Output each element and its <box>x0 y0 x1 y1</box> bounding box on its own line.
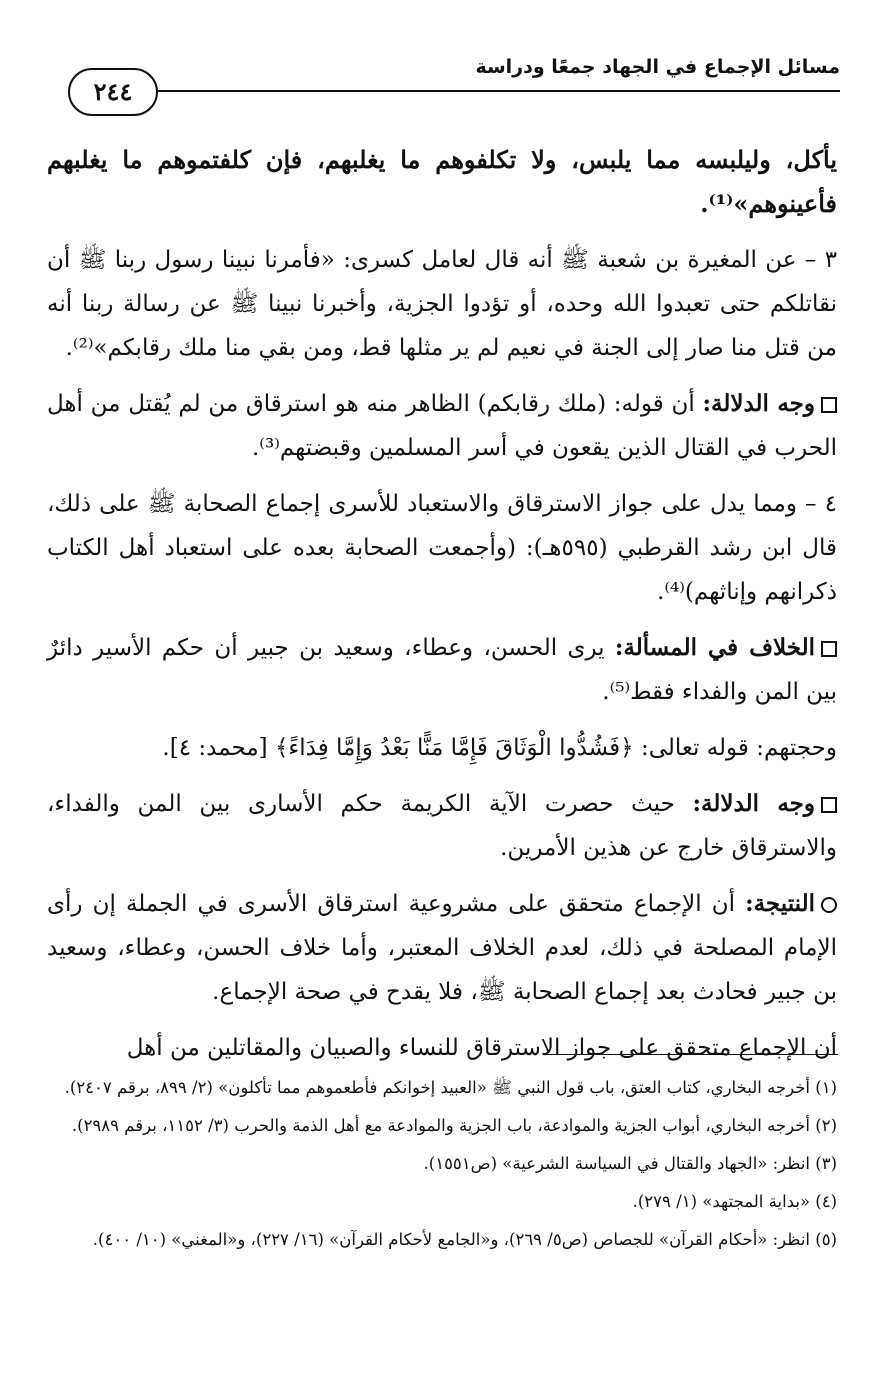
paragraph-dalala-1 <box>47 382 837 470</box>
paragraph-continued: أن الإجماع متحقق على جواز الاسترقاق للنساء والصبيان والمقاتلين من أهل <box>126 1035 837 1061</box>
square-bullet-icon <box>821 797 837 813</box>
page-header <box>68 50 840 110</box>
paragraph-ijma-sahaba: ٤ – ومما يدل على جواز الاسترقاق والاستعباد للأسرى إجماع الصحابة ﷺ على ذلك، قال ابن رشد القرطبي (٥٩٥هـ): (وأجمعت الصحابة بعده على استعباد أهل الكتاب ذكرانهم وإناثهم)⁽⁴⁾. <box>47 491 837 605</box>
label-khilaf: الخلاف في المسألة: <box>614 634 816 661</box>
square-bullet-icon <box>821 397 837 413</box>
footnote-separator <box>544 1054 838 1055</box>
natija-text: أن الإجماع متحقق على مشروعية استرقاق الأسرى في الجملة إن رأى الإمام المصلحة في ذلك، لعدم الخلاف المعتبر، وأما خلاف الحسن، وعطاء، وسعيد بن جبير فحادث بعد إجماع الصحابة ﷺ، فلا يقدح في صحة الإجماع. <box>47 891 837 1005</box>
dalala-2-text: حيث حصرت الآية الكريمة حكم الأسارى بين المن والفداء، والاسترقاق خارج عن هذين الأمرين. <box>47 791 837 861</box>
footnote-5: (٥) انظر: «أحكام القرآن» للجصاص (ص٥/ ٢٦٩)، و«الجامع لأحكام القرآن» (١٦/ ٢٢٧)، و«المغني» (١٠/ ٤٠٠). <box>92 1230 837 1249</box>
main-text <box>47 138 837 1082</box>
square-bullet-icon <box>821 641 837 657</box>
page-number: ٢٤٤ <box>68 68 158 116</box>
label-wajh-dalala-2: وجه الدلالة: <box>692 790 816 817</box>
paragraph-khilaf <box>47 626 837 714</box>
running-title: مسائل الإجماع في الجهاد جمعًا ودراسة <box>475 56 840 78</box>
footnote-4: (٤) «بداية المجتهد» (١/ ٢٧٩). <box>632 1192 837 1211</box>
header-rule <box>130 90 840 92</box>
paragraph-mughira: ٣ – عن المغيرة بن شعبة ﷺ أنه قال لعامل كسرى: «فأمرنا نبينا رسول ربنا ﷺ أن نقاتلكم حتى تعبدوا الله وحده، أو تؤدوا الجزية، وأخبرنا نبينا ﷺ عن رسالة ربنا أنه من قتل منا صار إلى الجنة في نعيم لم ير مثلها قط، ومن بقي منا ملك رقابكم»⁽²⁾. <box>47 247 837 361</box>
footnote-1: (١) أخرجه البخاري، كتاب العتق، باب قول النبي ﷺ «العبيد إخوانكم فأطعموهم مما تأكلون» (٢/ ٨٩٩، برقم ٢٤٠٧). <box>64 1078 837 1097</box>
paragraph-dalala-2 <box>47 782 837 870</box>
footnotes <box>47 1072 837 1262</box>
paragraph-hadith-end: يأكل، وليلبسه مما يلبس، ولا تكلفوهم ما يغلبهم، فإن كلفتموهم ما يغلبهم فأعينوهم»⁽¹⁾. <box>47 145 837 218</box>
paragraph-hujja: وحجتهم: قوله تعالى: ﴿فَشُدُّوا الْوَثَاقَ فَإِمَّا مَنًّا بَعْدُ وَإِمَّا فِدَاءً﴾ [محمد: ٤]. <box>162 735 837 761</box>
khilaf-text: يرى الحسن، وعطاء، وسعيد بن جبير أن حكم الأسير دائرٌ بين المن والفداء فقط⁽⁵⁾. <box>47 635 837 705</box>
label-wajh-dalala: وجه الدلالة: <box>702 390 815 417</box>
circle-bullet-icon <box>821 897 837 913</box>
footnote-2: (٢) أخرجه البخاري، أبواب الجزية والموادعة، باب الجزية والموادعة مع أهل الذمة والحرب (٣/ ١١٥٢، برقم ٢٩٨٩). <box>71 1116 837 1135</box>
dalala-1-text: أن قوله: (ملك رقابكم) الظاهر منه هو استرقاق من لم يُقتل من أهل الحرب في القتال الذين يقعون في أسر المسلمين وقبضتهم⁽³⁾. <box>47 391 837 461</box>
label-natija: النتيجة: <box>745 890 815 917</box>
paragraph-natija <box>47 882 837 1014</box>
footnote-3: (٣) انظر: «الجهاد والقتال في السياسة الشرعية» (ص١٥٥١). <box>423 1154 837 1173</box>
